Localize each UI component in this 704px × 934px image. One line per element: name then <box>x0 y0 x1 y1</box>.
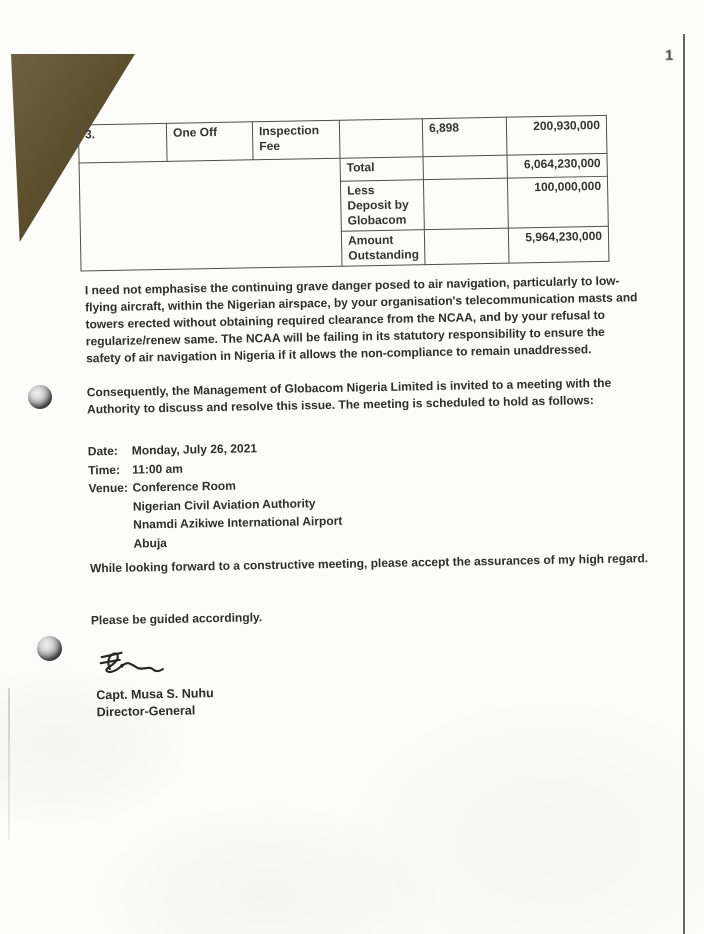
summary-label: Less Deposit by Globacom <box>340 180 424 232</box>
fees-table <box>78 115 610 272</box>
meeting-venue-row <box>89 530 342 553</box>
letter-paragraph-2: Consequently, the Management of Globacom Nigeria Limited is invited to a meeting with the Authority to discuss and resolve this issue. The meeting is scheduled to hold as follows: <box>86 375 612 417</box>
cell-amount: 200,930,000 <box>506 115 607 155</box>
meeting-details <box>88 438 343 554</box>
meeting-date-label: Date: <box>87 443 118 459</box>
meeting-date-value: Monday, July 26, 2021 <box>131 441 258 458</box>
meeting-time-label: Time: <box>88 462 121 477</box>
page-number-mark: 1 <box>665 47 674 64</box>
summary-blank <box>423 178 508 230</box>
cell-merged-blank <box>79 158 342 271</box>
letter-paragraph-4: Please be guided accordingly. <box>90 610 263 628</box>
summary-label: Total <box>340 157 423 182</box>
summary-amount: 100,000,000 <box>507 176 608 228</box>
signatory-name: Capt. Musa S. Nuhu <box>96 686 214 703</box>
meeting-venue-label: Venue: <box>88 480 129 496</box>
letter-paragraph-1: I need not emphasise the continuing grave danger posed to air navigation, particularly to low-flying aircraft, within the Nigerian airspace, by your organisation's telecommunication masts and towers erected without obtaining required clearance from the NCAA, and by your refusal to regularize/renew same. The NCAA will be failing in its statutory responsibility to ensure the safety of air navigation in Nigeria if it allows the non-compliance to remain unaddressed. <box>84 273 638 366</box>
summary-blank <box>424 228 509 265</box>
meeting-time-value: 11:00 am <box>132 461 184 477</box>
summary-label: Amount Outstanding <box>341 230 425 267</box>
cell-quantity: 6,898 <box>422 117 507 157</box>
summary-blank <box>423 155 507 180</box>
signatory-title: Director-General <box>96 703 196 720</box>
meeting-venue-line: Conference Room <box>132 478 236 495</box>
cell-frequency: One Off <box>166 122 253 162</box>
summary-amount: 5,964,230,000 <box>508 226 609 263</box>
meeting-venue-line: Nnamdi Azikiwe International Airport <box>133 513 343 532</box>
letter-paragraph-3: While looking forward to a constructive meeting, please accept the assurances of my high regard. <box>89 551 649 576</box>
meeting-venue-line: Nigerian Civil Aviation Authority <box>132 495 316 514</box>
meeting-venue-line: Abuja <box>133 535 168 551</box>
signature-scribble <box>95 643 174 684</box>
cell-description: Inspection Fee <box>252 120 340 160</box>
cell-serial: 3. <box>78 123 167 163</box>
cell-blank <box>339 119 423 159</box>
summary-amount: 6,064,230,000 <box>507 153 607 178</box>
